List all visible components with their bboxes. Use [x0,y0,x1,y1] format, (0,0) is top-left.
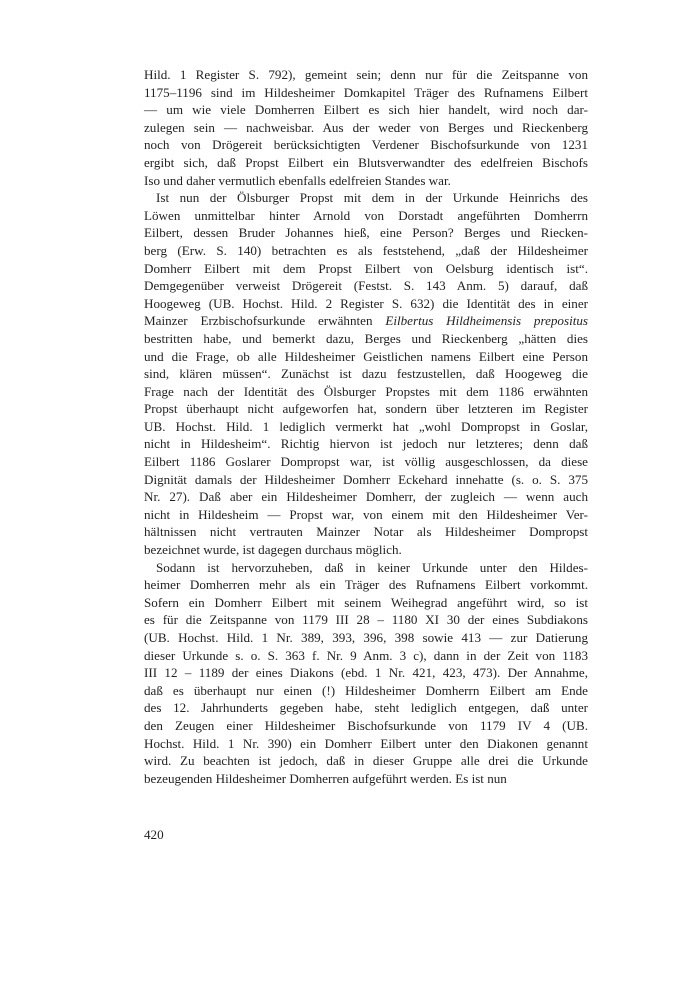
text-line: Eilbert, dessen Bruder Johannes hieß, eine Person? Berges und Riecken- [144,225,588,241]
text-line: Ist nun der Ölsburger Propst mit dem in der Urkunde Heinrichs des [156,190,588,206]
text-line: heimer Domherren mehr als ein Träger des Rufnamens Eilbert vorkommt. [144,577,588,593]
text-line: wird. Zu beachten ist jedoch, daß in dieser Gruppe alle drei die Urkunde [144,753,588,769]
text-line: Propst überhaupt nicht aufgeworfen hat, sondern über letzteren im Register [144,401,588,417]
text-line: Sofern ein Domherr Eilbert mit seinem Weihegrad angeführt wird, so ist [144,594,588,610]
text-line: Dignität damals der Hildesheimer Domherr Eckehard innehatte (s. o. S. 375 [144,471,588,487]
text-line: sind, klären müssen“. Zunächst ist dazu festzustellen, daß Hoogeweg die [144,366,588,382]
body-text [144,66,588,787]
text-line: Hild. 1 Register S. 792), gemeint sein; denn nur für die Zeitspanne von [144,67,588,82]
text-line: zulegen sein — nachweisbar. Aus der weder von Berges und Rieckenberg [144,119,588,135]
text-line: Nr. 27). Daß aber ein Hildesheimer Domherr, der zugleich — wenn auch [144,489,588,505]
text-line: ergibt sich, daß Propst Eilbert ein Blutsverwandter des edelfreien Bischofs [144,154,588,170]
italic-citation: Eilbertus Hildheimensis prepositus [385,313,588,329]
text-line: 1175–1196 sind im Hildesheimer Domkapitel Träger des Rufnamens Eilbert [144,84,588,100]
paragraph [144,189,588,558]
text-line: den Zeugen einer Hildesheimer Bischofsurkunde von 1179 IV 4 (UB. [144,717,588,733]
text-line: Hoogeweg (UB. Hochst. Hild. 2 Register S. 632) die Identität des in einer [144,295,588,311]
text-line: es für die Zeitspanne von 1179 III 28 – 1180 XI 30 der eines Subdiakons [144,612,588,628]
text-line: berg (Erw. S. 140) betrachten es als feststehend, „daß der Hildesheimer [144,242,588,258]
text-line: Löwen unmittelbar hinter Arnold von Dorstadt angeführten Domherrn [144,207,588,223]
text-line: Domherr Eilbert mit dem Propst Eilbert von Oelsburg identisch ist“. [144,260,588,276]
text-line: Eilbert 1186 Goslarer Dompropst war, ist völlig ausgeschlossen, da diese [144,454,588,470]
text-line: Iso und daher vermutlich ebenfalls edelfreien Standes war. [144,172,451,188]
text-line: hältnissen nicht vertrauten Mainzer Notar als Hildesheimer Dompropst [144,524,588,540]
text-line: des 12. Jahrhunderts gegeben habe, steht lediglich entgegen, daß unter [144,700,588,716]
text-line: daß es überhaupt nur einen (!) Hildesheimer Domherrn Eilbert am Ende [144,682,588,698]
text-line: III 12 – 1189 der eines Diakons (ebd. 1 Nr. 421, 423, 473). Der Annahme, [144,665,588,681]
text-line: (UB. Hochst. Hild. 1 Nr. 389, 393, 396, 398 sowie 413 — zur Datierung [144,630,588,645]
text-line: Sodann ist hervorzuheben, daß in keiner Urkunde unter den Hildes- [156,559,588,575]
text-line: Demgegenüber verweist Drögereit (Festst. S. 143 Anm. 5) darauf, daß [144,278,588,294]
text-line: nicht in Hildesheim“. Richtig hiervon ist jedoch nur letzteres; denn daß [144,436,588,452]
text-line: nicht in Hildesheim — Propst war, von einem mit den Hildesheimer Ver- [144,506,588,522]
text-line: noch von Drögereit berücksichtigten Verdener Bischofsurkunde von 1231 [144,137,588,153]
paragraph [144,559,588,788]
text-line: bezeugenden Hildesheimer Domherren aufgeführt werden. Es ist nun [144,770,507,786]
text-line: UB. Hochst. Hild. 1 lediglich vermerkt hat „wohl Dompropst in Goslar, [144,418,588,434]
text-line: Hochst. Hild. 1 Nr. 390) ein Domherr Eilbert unter den Diakonen genannt [144,735,588,751]
text-line: — um wie viele Domherren Eilbert es sich hier handelt, wird noch dar- [144,102,588,118]
text-line: und die Frage, ob alle Hildesheimer Geistlichen namens Eilbert eine Person [144,348,588,364]
text-line: Mainzer Erzbischofsurkunde erwähnten Eilbertus Hildheimensis prepositus [144,313,588,329]
text-line: bestritten habe, und bemerkt dazu, Berges und Rieckenberg „hätten dies [144,330,588,346]
paragraph [144,66,588,189]
text-line: dieser Urkunde s. o. S. 363 f. Nr. 9 Anm. 3 c), dann in der Zeit von 1183 [144,647,588,663]
text-line: bezeichnet wurde, ist dagegen durchaus möglich. [144,542,402,558]
text-line: Frage nach der Identität des Ölsburger Propstes mit dem 1186 erwähnten [144,383,588,399]
page-number: 420 [144,827,164,842]
